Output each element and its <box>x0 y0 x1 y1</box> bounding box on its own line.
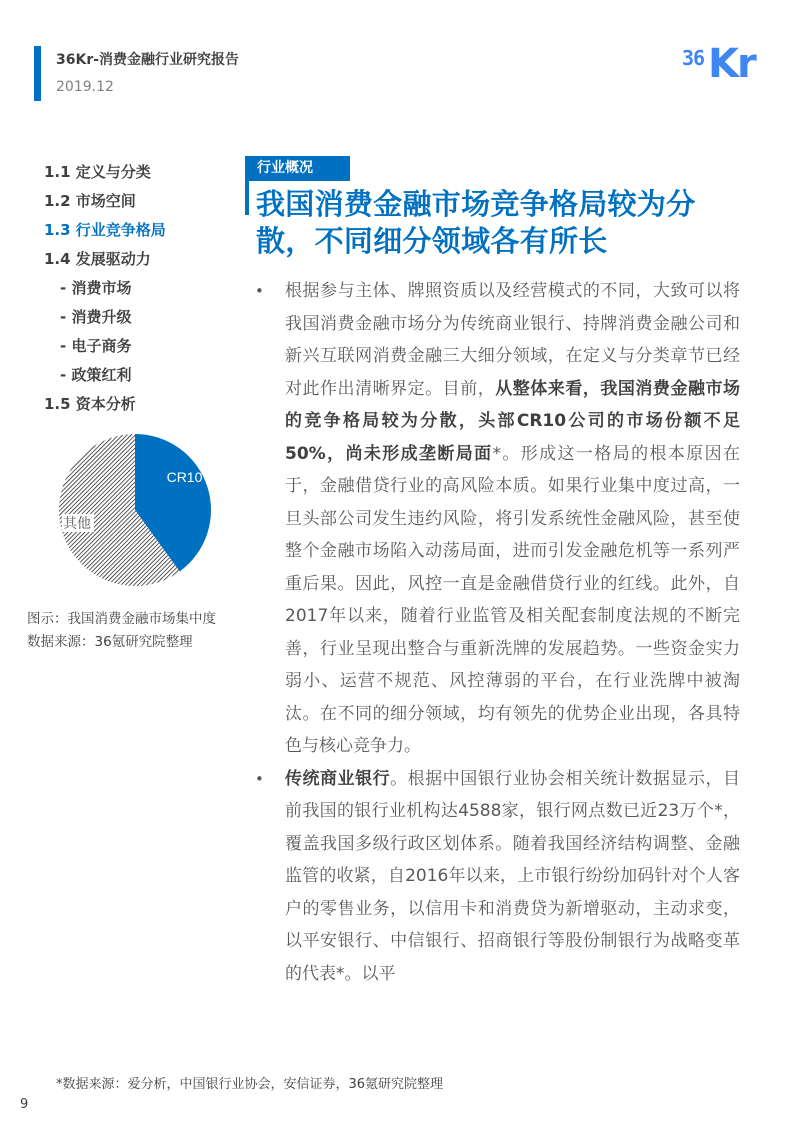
logo-kr: Kr <box>708 41 755 87</box>
section-tag: 行业概况 <box>249 156 350 181</box>
bullet-icon: • <box>255 282 264 300</box>
report-title: 36Kr-消费金融行业研究报告 <box>56 52 240 68</box>
bullet-icon: • <box>255 769 264 788</box>
toc-item-1-4[interactable]: 1.4 发展驱动力 <box>44 250 151 268</box>
toc-item-1-2[interactable]: 1.2 市场空间 <box>44 192 136 210</box>
toc-subitem-policy-dividend[interactable]: - 政策红利 <box>60 366 132 384</box>
header-accent-bar <box>34 46 41 101</box>
chart-caption <box>27 608 216 654</box>
chart-title: 图示：我国消费金融市场集中度 <box>27 611 216 627</box>
table-of-contents <box>44 161 234 422</box>
page-number: 9 <box>20 1097 29 1112</box>
logo-number: 36 <box>682 46 705 70</box>
body-text <box>255 275 740 990</box>
pie-label-others: 其他 <box>63 516 91 532</box>
36kr-logo <box>682 40 772 92</box>
toc-subitem-consumer-market[interactable]: - 消费市场 <box>60 279 132 297</box>
toc-item-1-1[interactable]: 1.1 定义与分类 <box>44 163 151 181</box>
paragraph-bold-text: 传统商业银行 <box>285 768 391 789</box>
toc-item-1-5[interactable]: 1.5 资本分析 <box>44 395 136 413</box>
paragraph-overview <box>255 275 740 763</box>
report-date: 2019.12 <box>56 79 114 95</box>
toc-subitem-ecommerce[interactable]: - 电子商务 <box>60 337 132 355</box>
toc-subitem-consumption-upgrade[interactable]: - 消费升级 <box>60 308 132 326</box>
page-headline: 我国消费金融市场竞争格局较为分散，不同细分领域各有所长 <box>256 187 696 258</box>
paragraph-commercial-banks <box>255 763 740 991</box>
pie-label-cr10: CR10 <box>166 468 203 485</box>
concentration-pie-chart <box>55 430 215 590</box>
paragraph-text: *。形成这一格局的根本原因在于，金融借贷行业的高风险本质。如果行业集中度过高，一旦头部公司发生违约风险，将引发系统性金融风险，甚至使整个金融市场陷入动荡局面，进而引发金融危机等一系列严重后果。因此，风控一直是金融借贷行业的红线。此外，自2017年以来，随着行业监管及相关配套制度法规的不断完善，行业呈现出整合与重新洗牌的发展趋势。一些资金实力弱小、运营不规范、风控薄弱的平台，在行业洗牌中被淘汰。在不同的细分领域，均有领先的优势企业出现，各具特色与核心竞争力。 <box>285 443 740 756</box>
paragraph-bold-text: 从整体来看，我国消费金融市场的竞争格局较为分散，头部CR10公司的市场份额不足50%，尚未形成垄断局面 <box>285 378 741 464</box>
chart-source: 数据来源：36氪研究院整理 <box>27 634 193 650</box>
paragraph-text: 。根据中国银行业协会相关统计数据显示，目前我国的银行业机构达4588家，银行网点数已近23万个*，覆盖我国多级行政区划体系。随着我国经济结构调整、金融监管的收紧，自2016年以来，上市银行纷纷加码针对个人客户的零售业务，以信用卡和消费贷为新增驱动，主动求变，以平安银行、中信银行、招商银行等股份制银行为战略变革的代表*。以平 <box>285 768 741 984</box>
toc-item-1-3[interactable]: 1.3 行业竞争格局 <box>44 221 166 239</box>
paragraph-text: 根据参与主体、牌照资质以及经营模式的不同，大致可以将我国消费金融市场分为传统商业银行、持牌消费金融公司和新兴互联网消费金融三大细分领域，在定义与分类章节已经对此作出清晰界定。目前， <box>285 281 740 399</box>
footnote: *数据来源：爱分析，中国银行业协会，安信证券，36氪研究院整理 <box>56 1077 444 1092</box>
